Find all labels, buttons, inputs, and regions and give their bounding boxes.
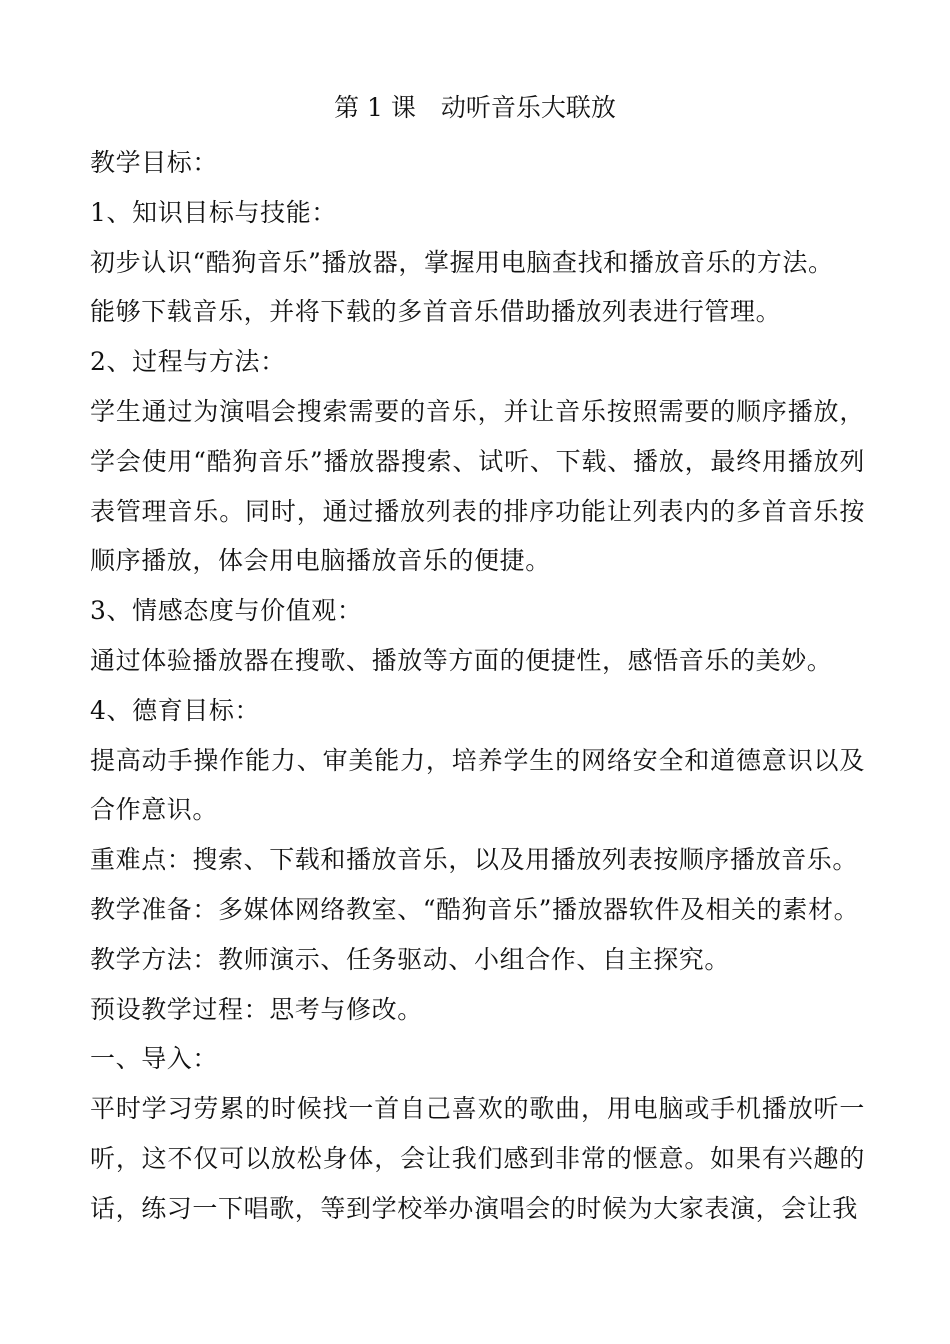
paragraph-introduction: 平时学习劳累的时候找一首自己喜欢的歌曲，用电脑或手机播放听一听，这不仅可以放松身体，会让我们感到非常的惬意。如果有兴趣的话，练习一下唱歌，等到学校举办演唱会的时候为大家表演，会让我: [90, 1094, 865, 1223]
paragraph-key-difficulties: 重难点：搜索、下载和播放音乐，以及用播放列表按顺序播放音乐。: [90, 845, 859, 875]
subheading-emotion-values: 3、情感态度与价值观：: [90, 596, 363, 626]
section-heading-introduction: 一、导入：: [90, 1044, 219, 1074]
paragraph-teaching-preparation: 教学准备：多媒体网络教室、“酷狗音乐”播放器软件及相关的素材。: [90, 894, 860, 924]
subheading-knowledge-skills: 1、知识目标与技能：: [90, 197, 337, 227]
paragraph-knowledge-1: 初步认识“酷狗音乐”播放器，掌握用电脑查找和播放音乐的方法。: [90, 247, 834, 277]
lesson-title: 第 1 课 动听音乐大联放: [334, 93, 616, 122]
paragraph-moral-goals: 提高动手操作能力、审美能力，培养学生的网络安全和道德意识以及合作意识。: [90, 745, 865, 825]
subheading-process-method: 2、过程与方法：: [90, 347, 286, 377]
document-body: [90, 138, 865, 1234]
paragraph-teaching-process: 预设教学过程：思考与修改。: [90, 994, 423, 1024]
paragraph-teaching-methods: 教学方法：教师演示、任务驱动、小组合作、自主探究。: [90, 944, 731, 974]
paragraph-emotion-values: 通过体验播放器在搜歌、播放等方面的便捷性，感悟音乐的美妙。: [90, 645, 833, 675]
paragraph-knowledge-2: 能够下载音乐，并将下载的多首音乐借助播放列表进行管理。: [90, 297, 782, 327]
subheading-moral-goals: 4、德育目标：: [90, 695, 261, 725]
section-heading-teaching-goals: 教学目标：: [90, 148, 219, 177]
paragraph-process-method: 学生通过为演唱会搜索需要的音乐，并让音乐按照需要的顺序播放，学会使用“酷狗音乐”播放器搜索、试听、下载、播放，最终用播放列表管理音乐。同时，通过播放列表的排序功能让列表内的多首音乐按顺序播放，体会用电脑播放音乐的便捷。: [90, 396, 865, 576]
